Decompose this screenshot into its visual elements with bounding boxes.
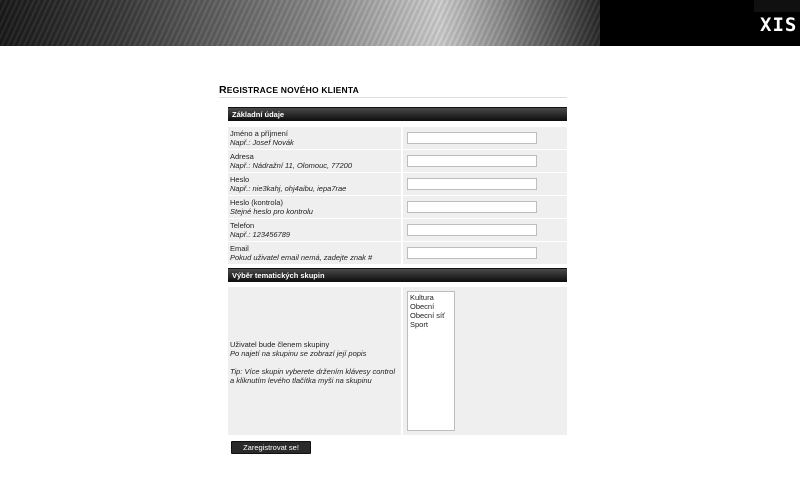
password-confirm-input[interactable] — [407, 201, 537, 213]
field-hint: Např.: Josef Novák — [230, 138, 294, 147]
label-cell — [228, 242, 401, 264]
register-button[interactable]: Zaregistrovat se! — [231, 441, 311, 454]
label-cell — [228, 287, 401, 435]
page-title: REGISTRACE NOVÉHO KLIENTA — [219, 84, 359, 96]
list-option[interactable]: Obecní — [410, 302, 435, 311]
address-input[interactable] — [407, 155, 537, 167]
section-header-basic: Základní údaje — [228, 107, 567, 121]
label-cell — [228, 219, 401, 241]
header-corner — [754, 0, 800, 12]
list-option[interactable]: Sport — [410, 320, 428, 329]
title-divider — [219, 97, 567, 98]
groups-hint: Po najetí na skupinu se zobrazí její popis — [230, 349, 367, 358]
field-label: Telefon — [230, 221, 255, 230]
input-cell — [403, 150, 567, 172]
logo[interactable]: XIS — [760, 14, 798, 36]
field-hint: Např.: nie3kahj, ohj4aibu, iepa7rae — [230, 184, 347, 193]
label-cell — [228, 173, 401, 195]
email-input[interactable] — [407, 247, 537, 259]
list-option[interactable]: Obecní síť — [410, 311, 445, 320]
field-label: Heslo (kontrola) — [230, 198, 283, 207]
form-row-password — [228, 173, 567, 195]
field-hint: Pokud uživatel email nemá, zadejte znak # — [230, 253, 373, 262]
form-row-name — [228, 127, 567, 149]
field-label: Heslo — [230, 175, 250, 184]
field-label: Jméno a příjmení — [230, 129, 288, 138]
header-pattern — [0, 0, 600, 46]
header-banner — [0, 0, 800, 46]
label-cell — [228, 196, 401, 218]
section-header-groups: Výběr tematických skupin — [228, 268, 567, 282]
groups-tip-line1: Tip: Více skupin vyberete držením klávesy control — [230, 367, 396, 376]
field-hint: Např.: 123456789 — [230, 230, 291, 239]
form-row-phone — [228, 219, 567, 241]
phone-input[interactable] — [407, 224, 537, 236]
field-label: Email — [230, 244, 249, 253]
list-option[interactable]: Kultura — [410, 293, 434, 302]
form-row-password-confirm — [228, 196, 567, 218]
groups-listbox[interactable] — [407, 291, 455, 431]
input-cell — [403, 196, 567, 218]
input-cell — [403, 242, 567, 264]
groups-tip-line2: a kliknutím levého tlačítka myši na skupinu — [230, 376, 372, 385]
form-row-address — [228, 150, 567, 172]
input-cell — [403, 127, 567, 149]
field-hint: Např.: Nádražní 11, Olomouc, 77200 — [230, 161, 353, 170]
field-label: Adresa — [230, 152, 254, 161]
label-cell — [228, 150, 401, 172]
field-hint: Stejné heslo pro kontrolu — [230, 207, 313, 216]
label-cell — [228, 127, 401, 149]
form-row-email — [228, 242, 567, 264]
input-cell — [403, 287, 567, 435]
password-input[interactable] — [407, 178, 537, 190]
input-cell — [403, 219, 567, 241]
name-input[interactable] — [407, 132, 537, 144]
groups-label: Uživatel bude členem skupiny — [230, 340, 330, 349]
input-cell — [403, 173, 567, 195]
form-row-groups — [228, 287, 567, 435]
